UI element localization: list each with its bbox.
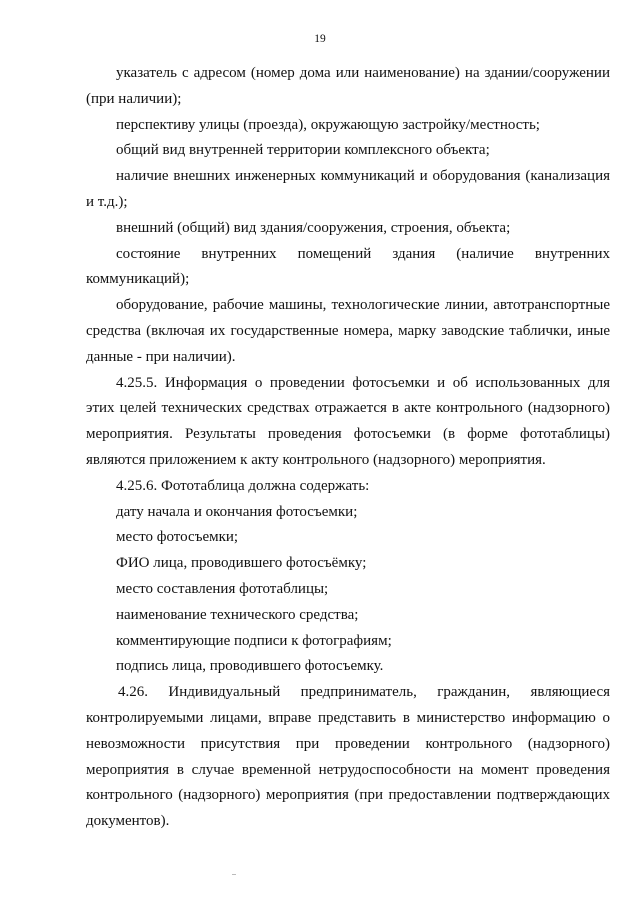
paragraph-inner-territory: общий вид внутренней территории комплексного объекта;: [116, 142, 490, 159]
paragraph-4-26: 4.26. Индивидуальный предприниматель, гражданин, являющиеся контролируемыми лицами, вправе представить в министерство информацию о невозможности присутствия при проведении контрольного (надзорного) мероприятия в случае временной нетрудоспособности на момент проведения контрольного (надзорного) мероприятия (при предоставлении подтверждающих документов).: [86, 684, 610, 830]
paragraph-equipment: оборудование, рабочие машины, технологические линии, автотранспортные средства (включая их государственные номера, марку заводские таблички, иные данные - при наличии).: [86, 297, 610, 365]
list-item-signature: подпись лица, проводившего фотосъемку.: [116, 658, 384, 675]
scan-speck: [232, 874, 236, 875]
list-item-place: место фотосъемки;: [116, 529, 239, 546]
paragraph-building-exterior: внешний (общий) вид здания/сооружения, строения, объекта;: [116, 219, 511, 236]
list-item-captions: комментирующие подписи к фотографиям;: [116, 632, 392, 649]
list-item-dates: дату начала и окончания фотосъемки;: [116, 503, 358, 520]
paragraph-interior-state: состояние внутренних помещений здания (наличие внутренних коммуникаций);: [86, 245, 610, 288]
paragraph-4-25-5: 4.25.5. Информация о проведении фотосъемки и об использованных для этих целей технических средствах отражается в акте контрольного (надзорного) мероприятия. Результаты проведения фотосъемки (в форме фототаблицы) являются приложением к акту контрольного (надзорного) мероприятия.: [86, 374, 610, 468]
list-item-device-name: наименование технического средства;: [116, 606, 359, 623]
document-body: [86, 61, 610, 835]
paragraph-street-perspective: перспективу улицы (проезда), окружающую застройку/местность;: [116, 116, 540, 133]
paragraph-4-25-6: 4.25.6. Фототаблица должна содержать:: [116, 477, 370, 494]
list-item-photographer-name: ФИО лица, проводившего фотосъёмку;: [116, 555, 367, 572]
paragraph-address-sign: указатель с адресом (номер дома или наименование) на здании/сооружении (при наличии);: [86, 65, 610, 107]
list-item-table-place: место составления фототаблицы;: [116, 580, 329, 597]
paragraph-engineering-communications: наличие внешних инженерных коммуникаций и оборудования (канализация и т.д.);: [86, 168, 610, 210]
page-number: 19: [314, 33, 326, 45]
